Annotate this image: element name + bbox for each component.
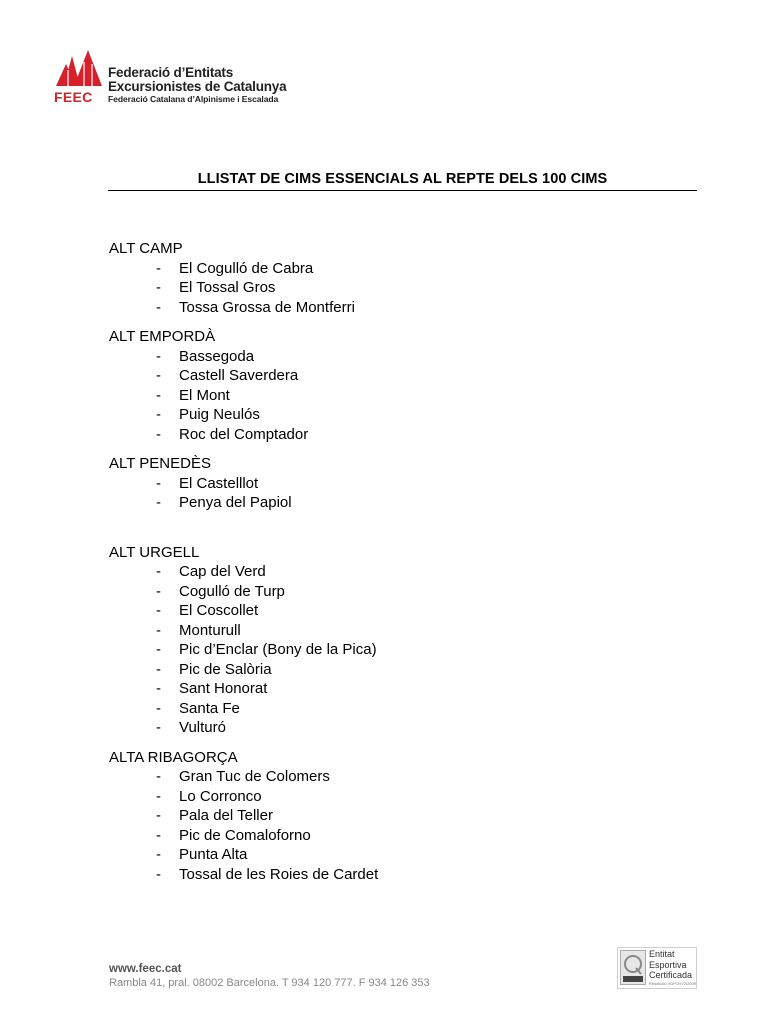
peak-name: Bassegoda <box>179 347 255 365</box>
bullet-dash: - <box>156 474 161 492</box>
peak-list-item <box>109 474 669 494</box>
peak-list-item <box>109 699 669 719</box>
peak-name: Punta Alta <box>179 846 248 863</box>
peak-list-item <box>109 562 669 582</box>
cert-line3: Certificada <box>649 970 693 980</box>
peak-list-item <box>109 601 669 621</box>
peak-list-item <box>109 660 669 680</box>
peak-list-item <box>109 845 669 865</box>
bullet-dash: - <box>156 386 161 404</box>
peak-name: El Coscollet <box>179 602 259 619</box>
org-name-line3: Federació Catalana d’Alpinisme i Escalada <box>108 94 279 104</box>
section-gap <box>109 444 669 454</box>
bullet-dash: - <box>156 279 161 296</box>
bullet-dash: - <box>156 680 161 697</box>
peak-name: Castell Saverdera <box>179 367 299 384</box>
peak-list-item <box>109 425 669 445</box>
footer-address: Rambla 41, pral. 08002 Barcelona. T 934 120 777. F 934 126 353 <box>109 977 430 989</box>
peak-list-item <box>109 347 669 367</box>
bullet-dash: - <box>156 259 161 277</box>
cert-line2: Esportiva <box>649 959 687 970</box>
peak-list-item <box>109 640 669 660</box>
bullet-dash: - <box>156 787 161 805</box>
bullet-dash: - <box>156 347 161 365</box>
region-section <box>109 543 669 738</box>
peak-name: Cogulló de Turp <box>179 582 285 600</box>
bullet-dash: - <box>156 367 161 384</box>
peak-list-item <box>109 621 669 641</box>
region-heading: ALT EMPORDÀ <box>109 328 216 345</box>
bullet-dash: - <box>156 865 161 883</box>
bullet-dash: - <box>156 602 161 619</box>
title-underline <box>108 190 697 191</box>
peak-name: Pic de Comaloforno <box>179 826 311 844</box>
region-heading: ALT URGELL <box>109 543 200 561</box>
certification-seal-icon <box>620 950 646 985</box>
peak-name: Pic d’Enclar (Bony de la Pica) <box>179 641 377 658</box>
peak-name: Gran Tuc de Colomers <box>179 768 330 785</box>
bullet-dash: - <box>156 621 161 639</box>
peak-name: Lo Corronco <box>179 787 262 805</box>
document-title: LLISTAT DE CIMS ESSENCIALS AL REPTE DELS 100 CIMS <box>197 171 608 187</box>
bullet-dash: - <box>156 719 161 736</box>
peak-name: Tossal de les Roies de Cardet <box>179 865 379 883</box>
peak-list-item <box>109 366 669 386</box>
peak-name: El Cogulló de Cabra <box>179 259 314 277</box>
peak-name: El Castelllot <box>179 474 259 492</box>
org-name-line2: Excursionistes de Catalunya <box>108 79 287 94</box>
bullet-dash: - <box>156 846 161 863</box>
bullet-dash: - <box>156 641 161 658</box>
certification-text <box>649 949 696 986</box>
cert-line1: Entitat <box>649 949 675 959</box>
region-section <box>109 239 669 317</box>
footer <box>109 962 430 990</box>
region-heading: ALT PENEDÈS <box>109 455 211 472</box>
peak-name: El Mont <box>179 386 230 404</box>
bullet-dash: - <box>156 406 161 423</box>
peak-list-item <box>109 405 669 425</box>
peak-list-item <box>109 767 669 787</box>
peak-list-item <box>109 493 669 513</box>
peak-list-item <box>109 259 669 279</box>
section-gap <box>109 317 669 327</box>
organization-name <box>108 66 286 104</box>
peak-name: Penya del Papiol <box>179 494 292 511</box>
bullet-dash: - <box>156 768 161 785</box>
region-heading: ALT CAMP <box>109 240 183 257</box>
cert-note: Resolució VDP/2972/2009 <box>649 980 696 986</box>
region-heading: ALTA RIBAGORÇA <box>109 748 238 766</box>
org-name-line1: Federació d’Entitats <box>108 65 234 80</box>
peak-name: Monturull <box>179 621 241 639</box>
region-section <box>109 748 669 885</box>
section-gap <box>109 738 669 748</box>
peaks-list <box>109 239 669 884</box>
region-section <box>109 327 669 444</box>
peak-name: Puig Neulós <box>179 406 260 423</box>
peak-name: Vulturó <box>179 719 226 736</box>
bullet-dash: - <box>156 298 161 316</box>
peak-name: Pala del Teller <box>179 807 273 824</box>
peak-list-item <box>109 679 669 699</box>
bullet-dash: - <box>156 425 161 443</box>
peak-name: Santa Fe <box>179 699 240 717</box>
peak-list-item <box>109 787 669 807</box>
peak-name: Cap del Verd <box>179 563 266 580</box>
peak-list-item <box>109 865 669 885</box>
peak-name: Tossa Grossa de Montferri <box>179 298 355 316</box>
bullet-dash: - <box>156 807 161 824</box>
bullet-dash: - <box>156 563 161 580</box>
peak-name: El Tossal Gros <box>179 279 276 296</box>
logo-peak-right <box>74 50 102 86</box>
peak-list-item <box>109 826 669 846</box>
certification-badge <box>617 947 697 989</box>
peak-name: Pic de Salòria <box>179 660 272 678</box>
bullet-dash: - <box>156 826 161 844</box>
peak-list-item <box>109 278 669 298</box>
bullet-dash: - <box>156 699 161 717</box>
footer-website[interactable]: www.feec.cat <box>109 963 182 975</box>
region-section <box>109 454 669 513</box>
peak-list-item <box>109 298 669 318</box>
peak-list-item <box>109 806 669 826</box>
bullet-dash: - <box>156 494 161 511</box>
bullet-dash: - <box>156 582 161 600</box>
bullet-dash: - <box>156 660 161 678</box>
peak-list-item <box>109 582 669 602</box>
logo-acronym: FEEC <box>54 89 93 105</box>
peak-list-item <box>109 718 669 738</box>
peak-name: Roc del Comptador <box>179 425 309 443</box>
peak-list-item <box>109 386 669 406</box>
section-gap <box>109 513 669 543</box>
peak-name: Sant Honorat <box>179 680 268 697</box>
